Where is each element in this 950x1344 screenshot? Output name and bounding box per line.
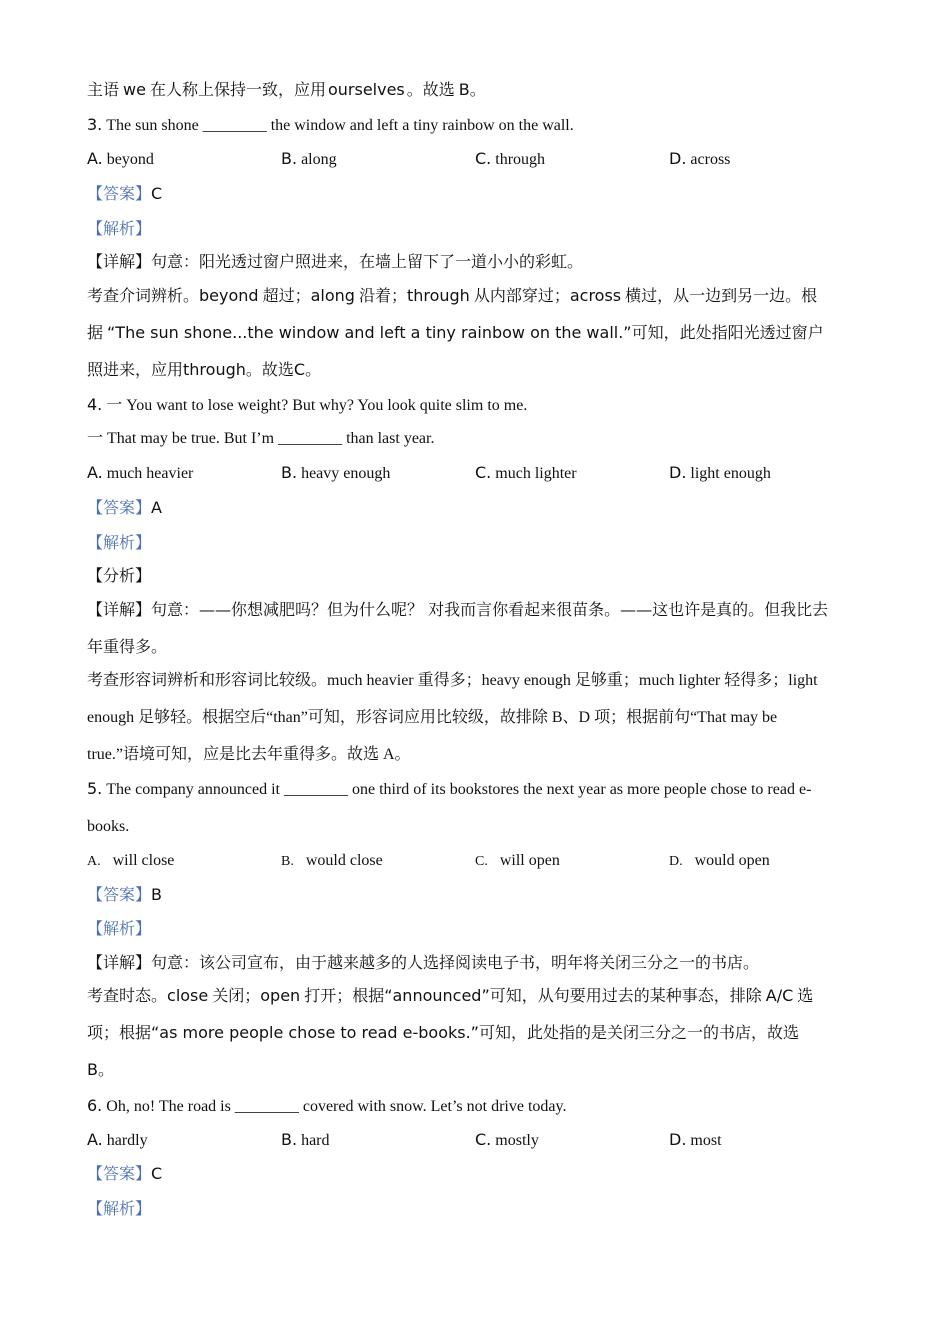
option-d: D. across xyxy=(669,149,731,168)
explanation-line-2: 项；根据“as more people chose to read e-books.”可知，此处指的是关闭三分之一的书店，故选 xyxy=(87,1023,799,1042)
explanation-line-1: 考查形容词辨析和形容词比较级。much heavier 重得多；heavy enough 足够重；much lighter 轻得多；light xyxy=(87,672,818,689)
explanation-line-3: true.”语境可知，应是比去年重得多。故选 A。 xyxy=(87,746,411,763)
question-5-stem-2: books. xyxy=(87,818,130,835)
detail-line-1: 【详解】句意：——你想减肥吗？但为什么呢？ 对我而言你看起来很苗条。——这也许是真的。但我比去 xyxy=(87,600,829,619)
explanation-line-3: 照进来，应用through。故选C。 xyxy=(87,360,322,379)
question-4-stem-1: 4. 一 You want to lose weight? But why? You look quite slim to me. xyxy=(87,395,528,414)
option-c: C. through xyxy=(475,149,546,168)
option-b: B. heavy enough xyxy=(281,463,391,482)
question-5-stem-1: 5. The company announced it ________ one third of its bookstores the next year as more people chose to read e- xyxy=(87,779,812,798)
option-b: B. along xyxy=(281,149,337,168)
question-4-options xyxy=(87,463,887,483)
analysis-label: 【解析】 xyxy=(87,1199,152,1218)
explanation-line-1: 考查时态。close 关闭；open 打开；根据“announced”可知，从句要用过去的某种事态，排除 A/C 选 xyxy=(87,986,814,1005)
question-6-stem: 6. Oh, no! The road is ________ covered with snow. Let’s not drive today. xyxy=(87,1096,567,1115)
question-4-stem-2: 一 That may be true. But I’m ________ than last year. xyxy=(87,430,435,447)
question-6-options xyxy=(87,1130,887,1150)
detail-line: 【详解】句意：该公司宣布，由于越来越多的人选择阅读电子书，明年将关闭三分之一的书店。 xyxy=(87,953,760,972)
option-d: D. light enough xyxy=(669,463,771,482)
analysis-label: 【解析】 xyxy=(87,533,152,552)
answer-line: 【答案】C xyxy=(87,1164,163,1183)
explanation-line-2: 据 “The sun shone...the window and left a tiny rainbow on the wall.”可知，此处指阳光透过窗户 xyxy=(87,323,824,342)
option-c: C. much lighter xyxy=(475,463,577,482)
explanation-line-3: B。 xyxy=(87,1060,114,1079)
question-3-stem: 3. The sun shone ________ the window and left a tiny rainbow on the wall. xyxy=(87,115,574,134)
option-d: D. most xyxy=(669,1130,722,1149)
explanation-line-2: enough 足够轻。根据空后“than”可知，形容词应用比较级，故排除 B、D 项；根据前句“That may be xyxy=(87,709,778,726)
option-d: D. would open xyxy=(669,852,770,869)
prev-explanation-line: 主语 we 在人称上保持一致，应用 ourselves 。故选 B。 xyxy=(87,80,486,99)
option-a: A. beyond xyxy=(87,149,154,168)
option-c: C. will open xyxy=(475,852,560,869)
question-5-options xyxy=(87,851,887,871)
option-b: B. hard xyxy=(281,1130,330,1149)
answer-line: 【答案】C xyxy=(87,184,163,203)
detail-line-2: 年重得多。 xyxy=(87,637,168,656)
analysis-sub-label: 【分析】 xyxy=(87,566,152,585)
option-a: A. hardly xyxy=(87,1130,148,1149)
analysis-label: 【解析】 xyxy=(87,919,152,938)
detail-line: 【详解】句意：阳光透过窗户照进来，在墙上留下了一道小小的彩虹。 xyxy=(87,252,584,271)
answer-line: 【答案】A xyxy=(87,498,162,517)
explanation-line-1: 考查介词辨析。beyond 超过；along 沿着；through 从内部穿过；across 横过，从一边到另一边。根 xyxy=(87,286,818,305)
answer-line: 【答案】B xyxy=(87,885,162,904)
analysis-label: 【解析】 xyxy=(87,219,152,238)
option-c: C. mostly xyxy=(475,1130,539,1149)
question-3-options xyxy=(87,149,887,169)
option-a: A. much heavier xyxy=(87,463,194,482)
option-a: A. will close xyxy=(87,852,175,869)
option-b: B. would close xyxy=(281,852,383,869)
